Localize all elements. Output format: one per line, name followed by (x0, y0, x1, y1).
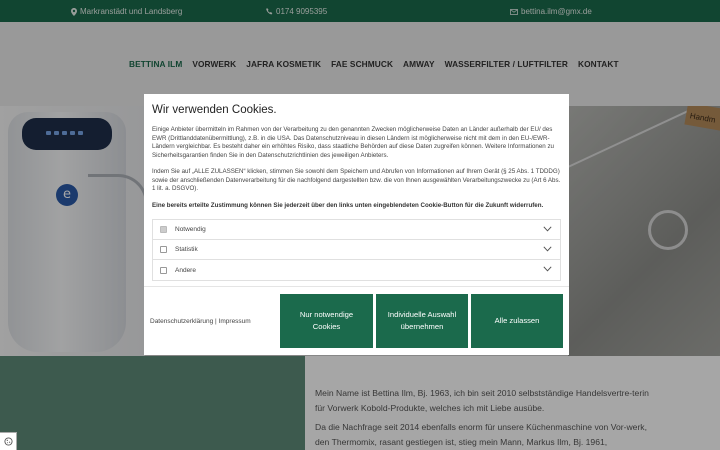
checkbox-notwendig[interactable] (160, 226, 167, 233)
nav-item-vorwerk[interactable]: VORWERK (192, 59, 237, 69)
category-label: Notwendig (175, 226, 206, 233)
cookie-category-statistik[interactable] (153, 240, 560, 260)
category-label: Statistik (175, 246, 198, 253)
phone-text: 0174 9095395 (276, 7, 328, 16)
cookie-text-consent: Indem Sie auf „ALLE ZULASSEN“ klicken, stimmen Sie sowohl dem Speichern und Abrufen von Informationen auf Ihrem Gerät (§ 25 Abs. 1 TDDDG) sowie der anschließenden Datenverarbeitung für die nachfolgend dargestellten bzw. die von Ihnen ausgewählten Verarbeitungszwecke zu (Art 6 Abs. 1 lit. a. DSGVO). (152, 168, 561, 192)
jewelry-tag: Handm (684, 106, 720, 131)
cookie-footer-links (150, 318, 251, 325)
intro-paragraph-1: Mein Name ist Bettina Ilm, Bj. 1963, ich bin seit 2010 selbstständige Handelsvertre-terin für Vorwerk Kobold-Produkte, welches ich mit Liebe ausübe. (315, 388, 649, 413)
cookie-divider (144, 286, 569, 287)
cookie-settings-button[interactable] (0, 432, 17, 450)
category-label: Andere (175, 266, 196, 274)
cookie-text-transfer: Einige Anbieter übermitteln im Rahmen von der Verarbeitung zu den genannten Zwecken möglicherweise Daten an Länder außerhalb der EU/ des EWR (Drittlanddatenübermittlung), z.B. in die USA. Das Datenschutzniveau in diesen Ländern ist möglicherweise nicht mit dem in den EU-/EWR-Ländern vergleichbar. Es besteht daher ein erhöhtes Risiko, dass staatliche Behörden auf diese Daten zugreifen können. Weitere Informationen zu Sicherheitsgarantien finden Sie in den Datenschutzrichtlinien des jeweiligen Anbieters. (152, 126, 554, 159)
chevron-down-icon[interactable] (543, 226, 552, 232)
accept-all-button[interactable]: Alle zulassen (471, 294, 563, 348)
cookie-category-andere[interactable] (153, 260, 560, 280)
cookie-category-list (152, 219, 561, 281)
chevron-down-icon[interactable] (543, 266, 552, 272)
nav-item-amway[interactable]: AMWAY (403, 59, 435, 69)
chevron-down-icon[interactable] (543, 246, 552, 252)
privacy-policy-link[interactable]: Datenschutzerklärung (150, 318, 214, 325)
link-separator: | (215, 318, 217, 325)
checkbox-statistik[interactable] (160, 246, 167, 253)
cookie-settings-icon (4, 437, 13, 446)
checkbox-andere[interactable] (160, 267, 167, 274)
accept-necessary-button[interactable]: Nur notwendige Cookies (280, 294, 373, 348)
nav-item-wasserfilter-luftfilter[interactable]: WASSERFILTER / LUFTFILTER (444, 59, 569, 69)
cookie-consent-dialog (144, 94, 569, 355)
imprint-link[interactable]: Impressum (218, 318, 251, 325)
cookie-category-notwendig[interactable] (153, 220, 560, 240)
nav-item-fae-schmuck[interactable]: FAE SCHMUCK (331, 59, 394, 69)
nav-item-kontakt[interactable]: KONTAKT (578, 59, 619, 69)
accept-selection-button[interactable]: Individuelle Auswahl übernehmen (376, 294, 468, 348)
cookie-text-revoke: Eine bereits erteilte Zustimmung können Sie jederzeit über den links unten eingeblendeten Cookie-Button für die Zukunft widerrufen. (152, 202, 544, 209)
intro-paragraph-2: Da die Nachfrage seit 2014 ebenfalls enorm für unsere Küchenmaschine von Vor-werk, den Thermomix, rasant gestiegen ist, stieg mein Mann, Markus Ilm, Bj. 1961, (315, 422, 647, 447)
nav-item-jafra-kosmetik[interactable]: JAFRA KOSMETIK (246, 59, 322, 69)
device-logo: e (56, 184, 78, 206)
location-text: Markranstädt und Landsberg (80, 7, 183, 16)
email-text: bettina.ilm@gmx.de (521, 7, 592, 16)
nav-item-bettina-ilm[interactable]: BETTINA ILM (129, 59, 183, 69)
cookie-dialog-title: Wir verwenden Cookies. (152, 104, 277, 116)
